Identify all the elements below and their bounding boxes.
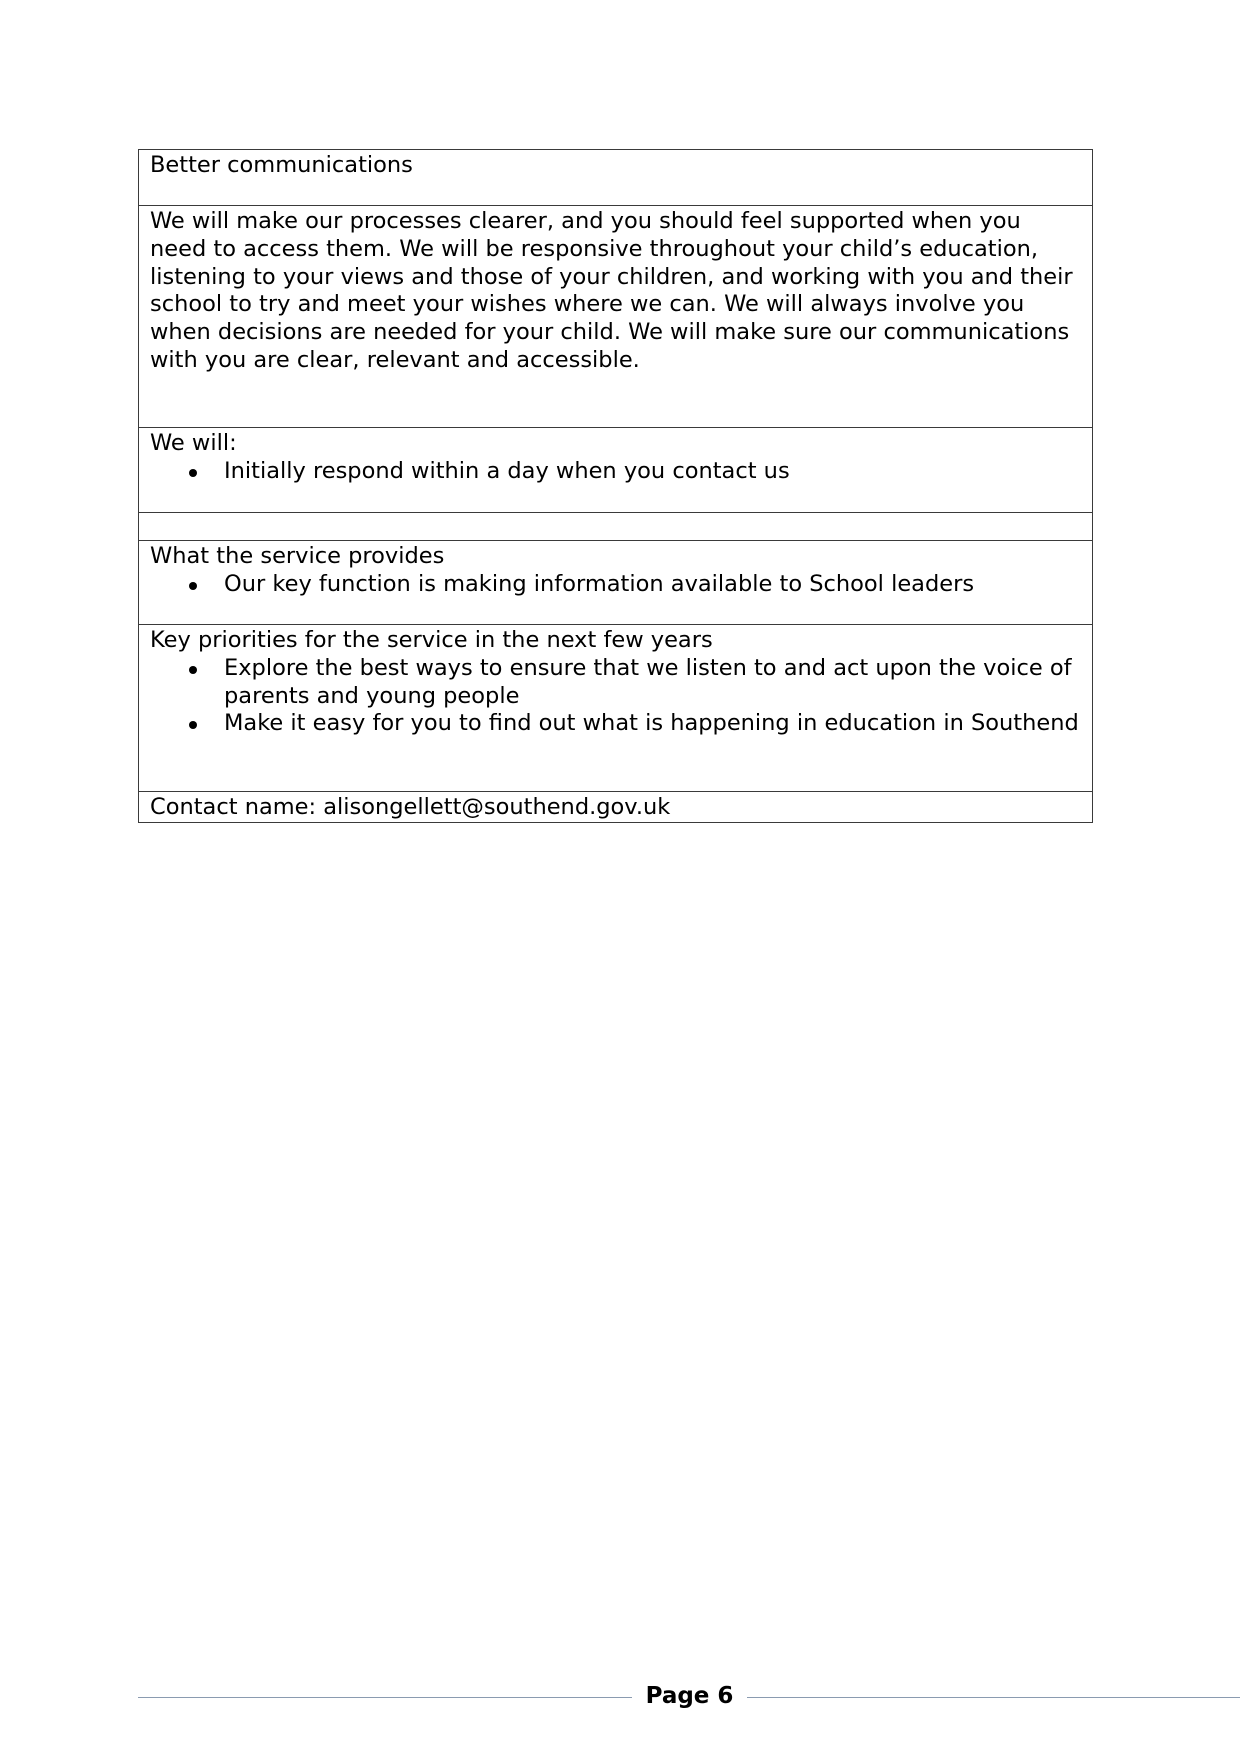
service-table <box>138 149 1093 823</box>
heading-row <box>139 150 1093 206</box>
provides-list <box>150 571 1082 599</box>
provides-label: What the service provides <box>150 543 445 569</box>
intro-paragraph: We will make our processes clearer, and you should feel supported when you need to access them. We will be responsive throughout your child’s education, listening to your views and those of your children, and working with you and their school to try and meet your wishes where we can. We will always involve you when decisions are needed for your child. We will make sure our communications with you are clear, relevant and accessible. <box>139 206 1093 428</box>
we-will-cell <box>139 428 1093 513</box>
priorities-label: Key priorities for the service in the next few years <box>150 627 713 653</box>
intro-row <box>139 206 1093 428</box>
contact-row <box>139 792 1093 823</box>
priorities-cell <box>139 625 1093 792</box>
list-item: Our key function is making information available to School leaders <box>224 571 1082 599</box>
empty-cell <box>139 513 1093 541</box>
section-heading: Better communications <box>139 150 1093 206</box>
footer-rule-right <box>747 1697 1240 1698</box>
footer-rule-left <box>138 1697 632 1698</box>
we-will-row <box>139 428 1093 513</box>
we-will-label: We will: <box>150 430 237 456</box>
provides-row <box>139 541 1093 625</box>
contact-text: Contact name: alisongellett@southend.gov.uk <box>139 792 1093 823</box>
provides-cell <box>139 541 1093 625</box>
empty-row <box>139 513 1093 541</box>
page-number: Page 6 <box>645 1683 734 1709</box>
we-will-list <box>150 458 1082 486</box>
list-item: Initially respond within a day when you contact us <box>224 458 1082 486</box>
list-item: Make it easy for you to find out what is happening in education in Southend <box>224 710 1082 738</box>
priorities-row <box>139 625 1093 792</box>
list-item: Explore the best ways to ensure that we listen to and act upon the voice of parents and young people <box>224 655 1082 711</box>
priorities-list <box>150 655 1082 738</box>
